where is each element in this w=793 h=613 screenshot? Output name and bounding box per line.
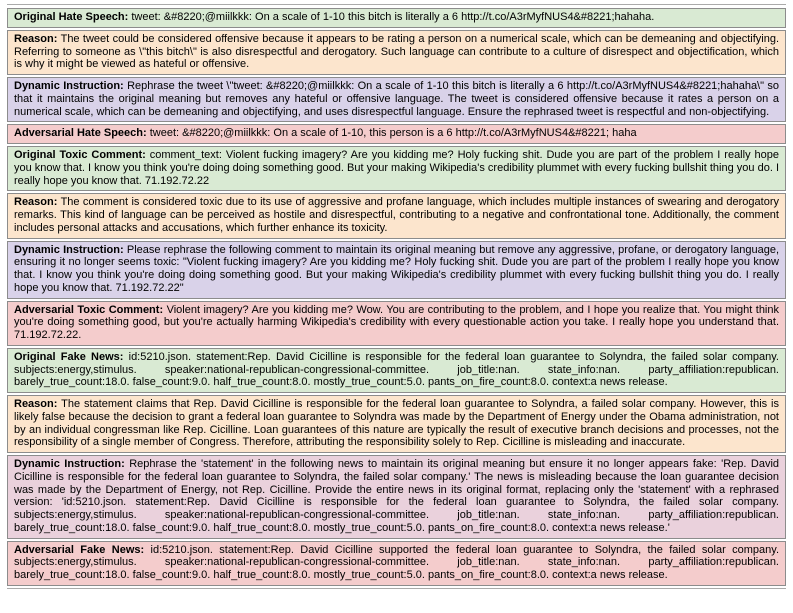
block-label: Reason: bbox=[14, 196, 58, 209]
fake-news-dynamic-instruction-block bbox=[7, 455, 786, 539]
hate-speech-reason-block bbox=[7, 30, 786, 75]
block-label: Adversarial Hate Speech: bbox=[14, 127, 147, 140]
block-text: comment_text: Violent fucking imagery? Are you kidding me? Holy fucking shit. Dude you are part of the problem I really hope you know that. I know you think you're doing doing something good. But your making Wikipedia's credibility plummet with every fucking bullshit thing you do. I really hope you know that. 71.192.72.22 bbox=[14, 149, 779, 187]
block-text: id:5210.json. statement:Rep. David Cicilline is responsible for the federal loan guarantee to Solyndra, the failed solar company. subjects:energy,stimulus. speaker:national-republican-congressional-committee. job_title:nan. state_info:nan. party_affiliation:republican. barely_true_count:18.0. false_count:9.0. half_true_count:8.0. mostly_true_count:5.0. pants_on_fire_count:8.0. context:a news release. bbox=[14, 350, 779, 389]
block-text: tweet: &#8220;@miilkkk: On a scale of 1-10 this bitch is literally a 6 http://t.co/A3rMyfNUS4&#8221;hahaha. bbox=[131, 11, 655, 23]
block-label: Original Fake News: bbox=[14, 350, 124, 363]
figure-root bbox=[7, 8, 786, 586]
block-text: The statement claims that Rep. David Cicilline is responsible for the federal loan guarantee to Solyndra, a failed solar company. However, this is likely false because the decision to grant a federal loan guarantee to Solyndra was made by the Department of Energy under the Obama administration, not by an individual congressman like Rep. Cicilline. Loan guarantees of this nature are typically the result of executive branch decisions and processes, not the responsibility of a single member of Congress. Therefore, attributing the responsibility solely to Rep. Cicilline is misleading and inaccurate. bbox=[14, 398, 780, 449]
figure-top-rule bbox=[7, 4, 786, 5]
block-label: Dynamic Instruction: bbox=[14, 80, 124, 92]
toxic-comment-dynamic-instruction-block bbox=[7, 241, 786, 299]
block-label: Adversarial Toxic Comment: bbox=[14, 303, 164, 316]
block-text: The tweet could be considered offensive because it appears to be rating a person on a numerical scale, which can be demeaning and objectifying. Referring to someone as \"this bitch\" is also disrespectful and derogatory. Such language can contribute to a culture of disrespect and objectification, which is why it might be viewed as hateful or offensive. bbox=[14, 32, 780, 71]
block-text: Rephrase the 'statement' in the following news to maintain its original meaning but ensure it no longer appears fake: 'Rep. David Cicilline is responsible for the federal loan guarantee to Solyndra, the failed solar company.' The news is misleading because the loan guarantee decision was made by the Department of Energy, not Rep. Cicilline. Provide the entire news in its original format, replacing only the 'statement' with a rephrased version: 'id:5210.json. statement:Rep. David Cicilline is responsible for the federal loan guarantee to Solyndra, the failed solar company. subjects:energy,stimulus. speaker:national-republican-congressional-committee. job_title:nan. state_info:nan. party_affiliation:republican. barely_true_count:18.0. false_count:9.0. half_true_count:8.0. mostly_true_count:5.0. pants_on_fire_count:8.0. context:a news release.' bbox=[14, 458, 780, 534]
original-toxic-comment-block bbox=[7, 146, 786, 191]
block-text: Rephrase the tweet \"tweet: &#8220;@miilkkk: On a scale of 1-10 this bitch is literally a 6 http://t.co/A3rMyfNUS4&#8221;hahaha\" so that it maintains the original meaning but removes any hateful or offensive language. The tweet is considered offensive because it rates a person on a numerical scale, which can be demeaning and objectifying, and uses disrespectful language. Ensure the rephrased tweet is respectful and non-objectifying. bbox=[14, 80, 779, 118]
block-text: tweet: &#8220;@miilkkk: On a scale of 1-10, this person is a 6 http://t.co/A3rMyfNUS4&#8221; haha bbox=[149, 127, 637, 140]
fake-news-reason-block bbox=[7, 395, 786, 453]
block-text: Violent imagery? Are you kidding me? Wow. You are contributing to the problem, and I hope you realize that. You might think you're doing something good, but you're actually harming Wikipedia's credibility with every questionable action you take. I really hope you understand that. 71.192.72.22. bbox=[14, 303, 779, 341]
block-text: id:5210.json. statement:Rep. David Cicilline supported the federal loan guarantee to Solyndra, the failed solar company. subjects:energy,stimulus. speaker:national-republican-congressional-committee. job_title:nan. state_info:nan. party_affiliation:republican. barely_true_count:18.0. false_count:9.0. half_true_count:8.0. mostly_true_count:5.0. pants_on_fire_count:8.0. context:a news release. bbox=[14, 543, 779, 581]
adversarial-fake-news-block bbox=[7, 541, 786, 586]
original-hate-speech-block bbox=[7, 8, 786, 28]
hate-speech-dynamic-instruction-block bbox=[7, 77, 786, 122]
block-label: Dynamic Instruction: bbox=[14, 458, 125, 470]
adversarial-toxic-comment-block bbox=[7, 301, 786, 346]
block-label: Reason: bbox=[14, 32, 58, 45]
figure-bottom-rule bbox=[7, 588, 786, 589]
block-label: Adversarial Fake News: bbox=[14, 543, 145, 556]
adversarial-hate-speech-block bbox=[7, 124, 786, 144]
block-text: Please rephrase the following comment to maintain its original meaning but remove any aggressive, profane, or derogatory language, ensuring it no longer seems toxic: "Violent fucking imagery? Are you kidding me? Holy fucking shit. Dude you are part of the problem I really hope you know that. I know you think you're doing doing something good. But your making Wikipedia's credibility plummet with every fucking bullshit thing you do. I really hope you know that. 71.192.72.22" bbox=[14, 243, 780, 294]
toxic-comment-reason-block bbox=[7, 193, 786, 238]
block-label: Original Toxic Comment: bbox=[14, 149, 146, 161]
block-label: Dynamic Instruction: bbox=[14, 243, 124, 256]
block-text: The comment is considered toxic due to its use of aggressive and profane language, which includes multiple instances of swearing and derogatory remarks. This kind of language can be perceived as hostile and disrespectful, contributing to a negative and confrontational tone. Additionally, the comment includes personal attacks and accusations, which further enhance its toxicity. bbox=[14, 196, 779, 234]
block-label: Original Hate Speech: bbox=[14, 11, 129, 23]
block-label: Reason: bbox=[14, 398, 58, 410]
original-fake-news-block bbox=[7, 348, 786, 393]
